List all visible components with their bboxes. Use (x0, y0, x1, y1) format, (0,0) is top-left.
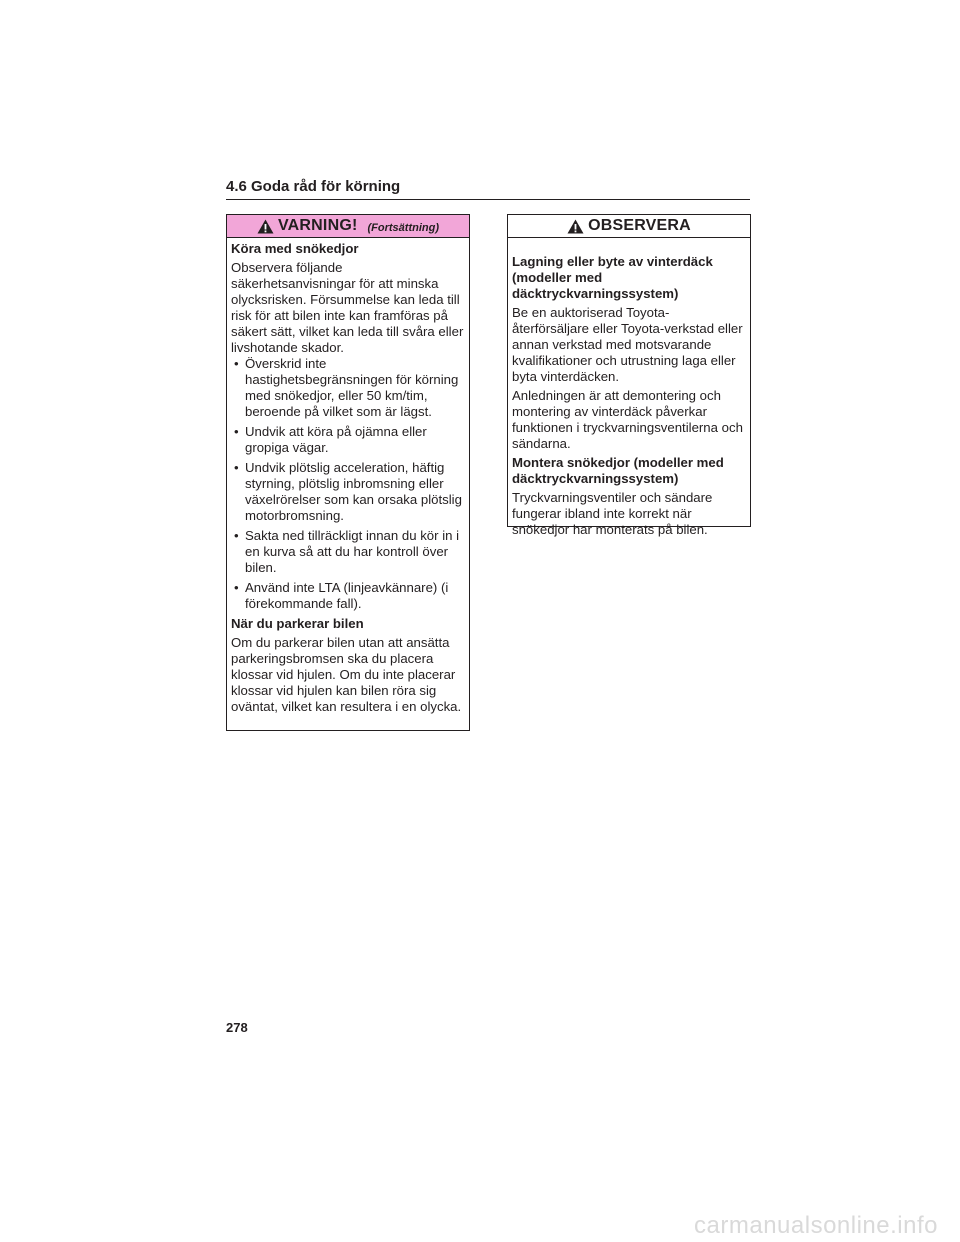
notice-box-header (508, 215, 750, 238)
list-item: • Sakta ned tillräckligt innan du kör in i en kurva så att du har kontroll över bilen. (231, 528, 464, 576)
notice-title: OBSERVERA (588, 217, 691, 234)
list-item: • Undvik plötslig acceleration, häftig styrning, plötslig inbromsning eller växelrörelser som kan orsaka plötslig motorbromsning. (231, 460, 464, 524)
warning-body (227, 238, 469, 715)
warning-heading-parking: När du parkerar bilen (231, 616, 364, 631)
warning-box-header (227, 215, 469, 238)
list-item: • Använd inte LTA (linjeavkännare) (i förekommande fall). (231, 580, 464, 612)
notice-paragraph: Anledningen är att demontering och montering av vinterdäck påverkar funktionen i tryckvarningsventilerna och sändarna. (512, 388, 743, 451)
warning-intro: Observera följande säkerhetsanvisningar för att minska olycksrisken. Försummelse kan leda till risk för att bilen inte kan framföras på säkert sätt, vilket kan leda till svåra eller livshotande skador. (231, 260, 464, 355)
warning-box (226, 214, 470, 731)
warning-bullet-list (231, 356, 464, 612)
notice-heading-tire-repair: Lagning eller byte av vinterdäck (modeller med däcktryckvarningssystem) (512, 254, 713, 301)
notice-paragraph: Tryckvarningsventiler och sändare fungerar ibland inte korrekt när snökedjor har monterats på bilen. (512, 490, 713, 537)
section-title: 4.6 Goda råd för körning (226, 178, 750, 200)
notice-heading-snow-chains: Montera snökedjor (modeller med däcktryckvarningssystem) (512, 455, 724, 486)
watermark: carmanualsonline.info (694, 1212, 938, 1239)
page-number: 278 (226, 1020, 248, 1035)
warning-title: VARNING! (277, 217, 358, 234)
notice-body (508, 238, 750, 538)
warning-parking-text: Om du parkerar bilen utan att ansätta parkeringsbromsen ska du placera klossar vid hjulen. Om du inte placerar klossar vid hjulen kan bilen röra sig oväntat, vilket kan resultera i en olycka. (231, 635, 462, 714)
warning-triangle-icon (257, 219, 274, 234)
notice-paragraph: Be en auktoriserad Toyota-återförsäljare eller Toyota-verkstad eller annan verkstad med motsvarande kvalifikationer och utrustning laga eller byta vinterdäcken. (512, 305, 743, 384)
list-item: • Undvik att köra på ojämna eller gropiga vägar. (231, 424, 464, 456)
warning-heading-snow-chains: Köra med snökedjor (231, 241, 359, 256)
warning-continuation: (Fortsättning) (367, 221, 439, 234)
list-item: • Överskrid inte hastighetsbegränsningen för körning med snökedjor, eller 50 km/tim, beroende på vilket som är lägst. (231, 356, 464, 420)
notice-box (507, 214, 751, 537)
caution-triangle-icon (567, 219, 584, 234)
